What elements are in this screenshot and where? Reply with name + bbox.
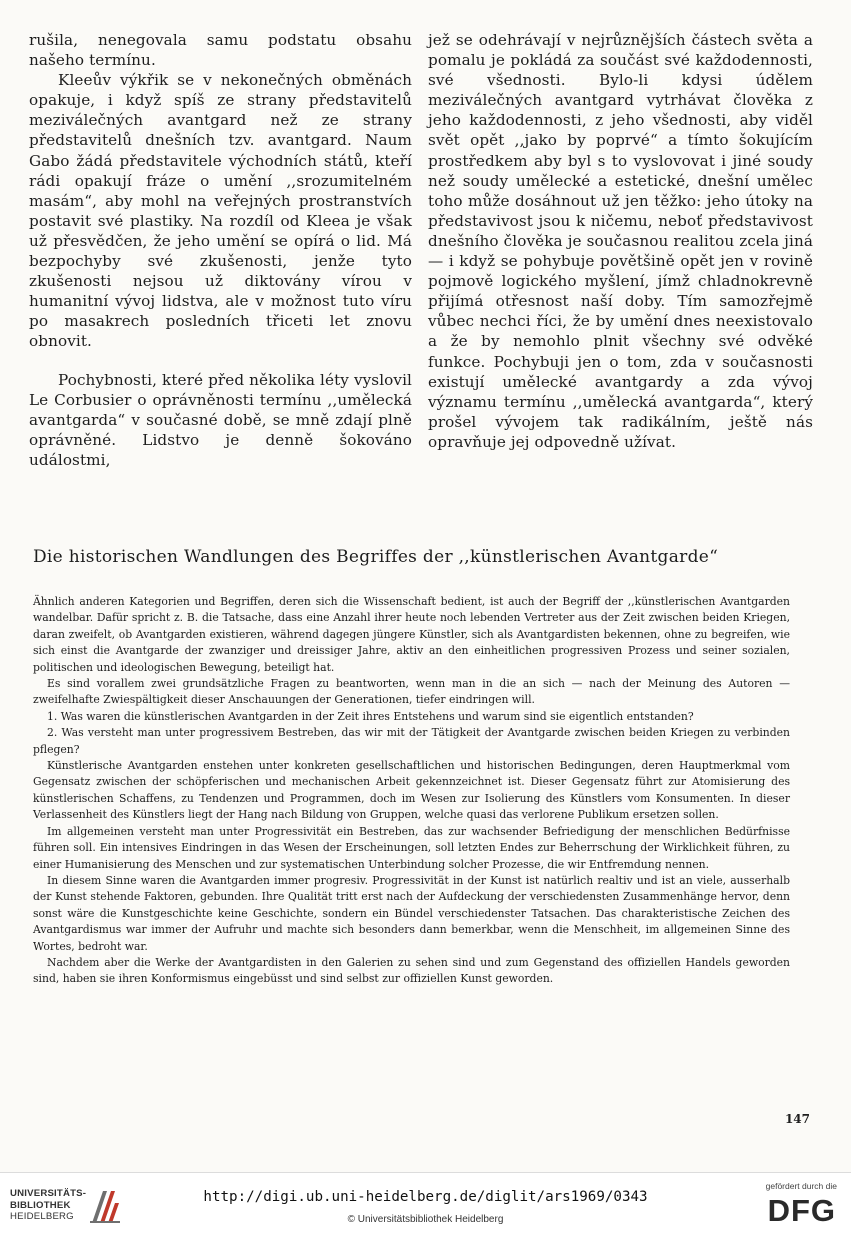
library-name-line-1: UNIVERSITÄTS- bbox=[10, 1188, 87, 1199]
summary-paragraph-3: Künstlerische Avantgarden enstehen unter konkreten gesellschaftlichen und historischen Bedingungen, deren Hauptmerkmal vom Gegensatz zwischen der schöpferischen und mechanischen Arbeit gekennzeichnet ist. Dieser Gegensatz führt zur Atomisierung des künstlerischen Schaffens, zu Tendenzen und Programmen, doch im Wesen zur Isolierung des Künstlers vom Konsumenten. In dieser Verlassenheit des Künstlers liegt der Hang nach Bildung von Gruppen, welche quasi das verlorene Publikum ersetzen sollen. bbox=[33, 759, 790, 822]
summary-paragraph-2: Es sind vorallem zwei grundsätzliche Fragen zu beantworten, wenn man in die an sich — nach der Meinung des Autoren — zweifelhafte Zwiespältigkeit dieser Anschauungen der Generationen, tiefer eindringen will. bbox=[33, 677, 790, 707]
right-paragraph-1: jež se odehrávají v nejrůznějších částech světa a pomalu je pokládá za součást své každodennosti, své všednosti. Bylo-li kdysi údělem meziválečných avantgard vytrhávat člověka z jeho každodennosti, z jeho všednosti, aby viděl svět opět ,,jako by poprvé“ a tímto šokujícím prostředkem aby byl s to vyslovovat i jiné soudy než soudy umělecké a estetické, dnešní umělec toho může dosáhnout už jen těžko: jeho útoky na představivost jsou k ničemu, neboť představivost dnešního člověka je současnou realitou zcela jiná — i když se pohybuje povětšině opět jen v rovině pojmově logického myšlení, jímž chladnokrevně přijímá otřesnost naší doby. Tím samozřejmě vůbec nechci říci, že by umění dnes neexistovalo a že by nemohlo plnit všechny své odvěké funkce. Pochybuji jen o tom, zda v současnosti existují umělecké avantgardy a zda vývoj významu termínu ,,umělecká avantgarda“, který prošel vývojem tak radikálním, ještě nás opravňuje jej odpovedně užívat. bbox=[428, 31, 813, 451]
czech-right-column bbox=[428, 30, 813, 452]
summary-question-1: 1. Was waren die künstlerischen Avantgarden in der Zeit ihres Entstehens und warum sind sie eigentlich entstanden? bbox=[47, 709, 694, 723]
dfg-logo-icon bbox=[751, 1193, 837, 1225]
library-name-line-3: HEIDELBERG bbox=[10, 1211, 74, 1222]
copyright-notice: © Universitätsbibliothek Heidelberg bbox=[347, 1214, 504, 1225]
summary-paragraph-5: In diesem Sinne waren die Avantgarden immer progresiv. Progressivität in der Kunst ist natürlich realtiv und ist an viele, ausserhalb der Kunst stehende Faktoren, gebunden. Ihre Qualität tritt erst nach der Aufdeckung der verschiedensten Zusammenhänge hervor, denn sonst wäre die Kunstgeschichte keine Geschichte, sondern ein Bündel verschiedenster Tatsachen. Das charakteristische Zeichen des Avantgardismus war immer der Aufruhr und machte sich besonders dann bemerkbar, wenn die Menschheit, im allgemeinen Sinne des Wortes, bedroht war. bbox=[33, 873, 790, 953]
library-name-line-2: BIBLIOTHEK bbox=[10, 1199, 71, 1211]
left-paragraph-1: rušila, nenegovala samu podstatu obsahu našeho termínu. bbox=[29, 31, 412, 70]
czech-left-column bbox=[29, 30, 412, 470]
summary-paragraph-1: Ähnlich anderen Kategorien und Begriffen, deren sich die Wissenschaft bedient, ist auch der Begriff der ,,künstlerischen Avantgarden wandelbar. Dafür spricht z. B. die Tatsache, dass eine Anzahl ihrer heute noch lebenden Vertreter aus der Zeit zwischen beiden Kriegen, daran zweifelt, ob Avantgarden existieren, während dagegen jüngere Künstler, sich als Avantgardisten bekennen, ohne zu begreifen, wie sich einst die Avantgarde der zwanziger und dreissiger Jahre, aktiv an den einheitlichen progressiven Prozess und seiner sozialen, politischen und ideologischen Bewegung, beteiligt hat. bbox=[33, 595, 790, 674]
digitization-footer bbox=[0, 1172, 851, 1236]
left-paragraph-2: Kleeův výkřik se v nekonečných obměnách opakuje, i když spíš ze strany představitelů meziválečných avantgard než ze strany představitelů dnešních tzv. avantgard. Naum Gabo žádá představitele východních států, kteří rádi opakují fráze o umění ,,srozumitelném masám“, aby mohl na veřejných prostranstvích postavit své plastiky. Na rozdíl od Kleea je však už přesvědčen, že jeho umění se opírá o lid. Má bezpochyby své zkušenosti, jenže tyto zkušenosti nejsou už diktovány vírou v humanitní vývoj lidstva, ale v možnost tuto víru po masakrech posledních třiceti let znovu obnovit. bbox=[29, 71, 412, 351]
page-number: 147 bbox=[784, 1112, 810, 1126]
paragraph-gap bbox=[29, 352, 412, 370]
permalink-url[interactable]: http://digi.ub.uni-heidelberg.de/diglit/ars1969/0343 bbox=[203, 1189, 648, 1205]
funding-label: gefördert durch die bbox=[765, 1181, 837, 1191]
left-paragraph-3: Pochybnosti, které před několika léty vyslovil Le Corbusier o oprávněnosti termínu ,,umělecká avantgarda“ v současné době, se mně zdají plně oprávněné. Lidstvo je denně šokováno událostmi, bbox=[29, 370, 412, 469]
german-summary bbox=[33, 594, 790, 988]
funder-name: DFG bbox=[767, 1193, 836, 1225]
summary-paragraph-4: Im allgemeinen versteht man unter Progressivität ein Bestreben, das zur wachsender Befriedigung der menschlichen Bedürfnisse führen soll. Ein intensives Eindringen in das Wesen der Erscheinungen, soll letzten Endes zur Beherrschung der Wirklichkeit führen, zu einer Humanisierung des Menschen und zur systematischen Unterbindung solcher Prozesse, die wir Entfremdung nennen. bbox=[33, 824, 790, 871]
summary-question-2: 2. Was versteht man unter progressivem Bestreben, das wir mit der Tätigkeit der Avantgarde zwischen beiden Kriegen zu verbinden pflegen? bbox=[33, 726, 790, 756]
funder-badge[interactable] bbox=[751, 1181, 837, 1229]
summary-paragraph-6: Nachdem aber die Werke der Avantgardisten in den Galerien zu sehen sind und zum Gegenstand des offiziellen Handels geworden sind, haben sie ihren Konformismus eingebüsst und sind selbst zur offiziellen Kunst geworden. bbox=[33, 955, 790, 986]
section-title: Die historischen Wandlungen des Begriffes der ,,künstlerischen Avantgarde“ bbox=[33, 547, 719, 567]
